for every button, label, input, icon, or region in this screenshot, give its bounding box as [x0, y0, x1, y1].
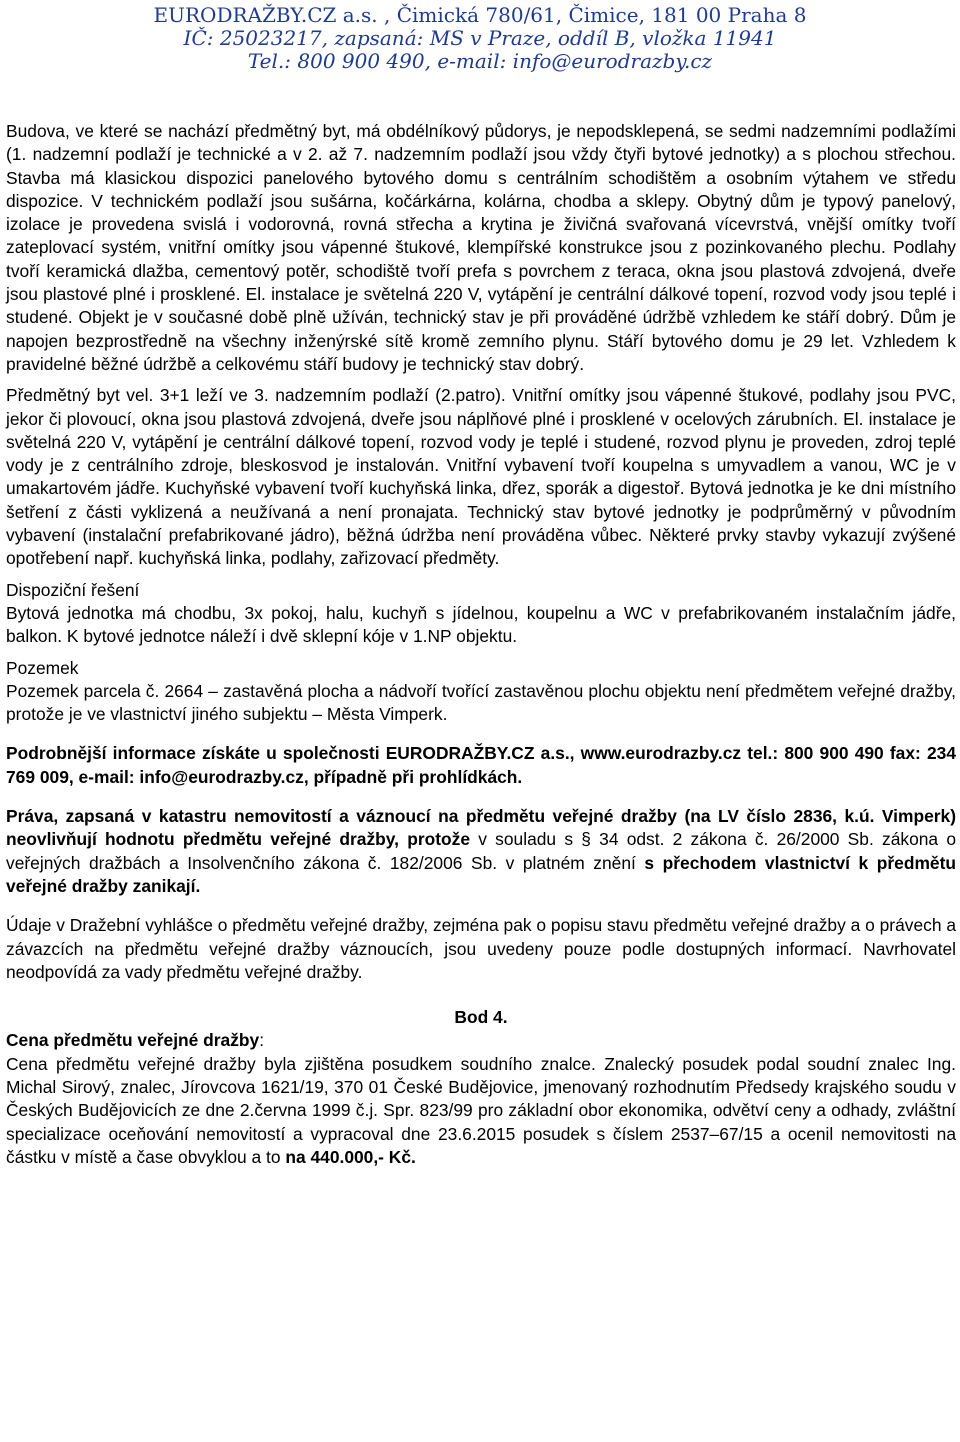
heading-pozemek: Pozemek — [6, 657, 79, 678]
heading-cena — [6, 1029, 956, 1052]
paragraph-building: Budova, ve které se nachází předmětný byt, má obdélníkový půdorys, je nepodsklepená, se sedmi nadzemními podlažími (1. nadzemní podlaží je technické a v 2. až 7. nadzemním podlaží jsou vždy čtyři bytové jednotky) a s plochou střechou. Stavba má klasickou dispozici panelového bytového domu s centrálním schodištěm a osobním výtahem ve středu dispozice. V technickém podlaží jsou sušárna, kočárkárna, kolárna, chodba a sklepy. Obytný dům je typový panelový, izolace je provedena svislá i vodorovná, rovná střecha a krytina je živičná svařovaná vícevrstvá, vnější omítky tvoří zateplovací systém, vnitřní omítky jsou vápenné štukové, klempířské konstrukce jsou z pozinkovaného plechu. Podlahy tvoří keramická dlažba, cementový potěr, schodiště tvoří prefa s povrchem z teraca, okna jsou plastová zdvojená, dveře jsou plastové plné i prosklené. El. instalace je světelná 220 V, vytápění je centrální dálkové topení, rozvod vody jsou teplé i studené. Objekt je v současné době plně užíván, technický stav je při prováděné údržbě vzhledem ke stáří dobrý. Dům je napojen bezprostředně na všechny inženýrské sítě kromě zemního plynu. Stáří bytového domu je 29 let. Vzhledem k pravidelné běžné údržbě a celkovému stáří budovy je technický stav dobrý. — [6, 121, 956, 374]
heading-dispozice: Dispoziční řešení — [6, 579, 140, 600]
heading-cena-text: Cena předmětu veřejné dražby — [6, 1030, 260, 1051]
paragraph-dispozice: Bytová jednotka má chodbu, 3x pokoj, halu, kuchyň s jídelnou, koupelnu a WC v prefabrikovaném instalačním jádře, balkon. K bytové jednotce náleží i dvě sklepní kóje v 1.NP objektu. — [6, 602, 956, 647]
paragraph-disclaimer: Údaje v Dražební vyhlášce o předmětu veřejné dražby, zejména pak o popisu stavu předmětu veřejné dražby a o právech a závazcích na předmětu veřejné dražby váznoucích, jsou uvedeny pouze podle dostupných informací. Navrhovatel neodpovídá za vady předmětu veřejné dražby. — [6, 915, 956, 982]
document-body — [6, 120, 956, 1169]
price-text: Cena předmětu veřejné dražby byla zjištěna posudkem soudního znalce. Znalecký posudek podal soudní znalec Ing. Michal Sirový, znalec, Jírovcova 1621/19, 370 01 České Budějovice, jmenovaný rozhodnutím Předsedy krajského soudu v Českých Budějovicích ze dne 2.června 1999 č.j. Spr. 823/99 pro základní obor ekonomika, odvětví ceny a odhady, zvláštní specializace oceňování nemovitostí a vypracoval dne 23.6.2015 posudek s číslem 2537–67/15 a ocenil nemovitosti na částku v místě a čase obvyklou a to — [6, 1053, 956, 1167]
heading-cena-colon: : — [259, 1030, 265, 1051]
rights-bold-ending: s přechodem vlastnictví k předmětu veřejné dražby zanikají. — [6, 852, 956, 896]
paragraph-price — [6, 1053, 956, 1169]
paragraph-pozemek: Pozemek parcela č. 2664 – zastavěná plocha a nádvoří tvořící zastavěnou plochu objektu není předmětem veřejné dražby, protože je ve vlastnictví jiného subjektu – Města Vimperk. — [6, 680, 956, 725]
letterhead-company: EURODRAŽBY.CZ a.s. , Čimická 780/61, Čimice, 181 00 Praha 8 — [153, 3, 807, 27]
letterhead-contact: Tel.: 800 900 490, e-mail: info@eurodrazby.cz — [247, 49, 713, 73]
paragraph-flat: Předmětný byt vel. 3+1 leží ve 3. nadzemním podlaží (2.patro). Vnitřní omítky jsou vápenné štukové, podlahy jsou PVC, jekor či plovoucí, okna jsou plastová zdvojená, dveře jsou náplňové plné i prosklené v ocelových zárubních. El. instalace je světelná 220 V, vytápění je centrální dálkové topení, rozvod vody je teplé i studené, rozvod plynu je proveden, zdroj teplé vody je z centrálního zdroje, bleskosvod je instalován. Vnitřní vybavení tvoří koupelna s umyvadlem a vanou, WC je v umakartovém jádře. Kuchyňské vybavení tvoří kuchyňská linka, dřez, sporák a digestoř. Bytová jednotka je ke dni místního šetření z části vyklizená a neužívaná a není pronajata. Technický stav bytové jednotky je podprůměrný v původním vybavení (instalační prefabrikované jádro), běžná údržba není prováděna vůbec. Některé prvky stavby vykazují zvýšené opotřebení např. kuchyňská linka, podlahy, zařizovací předměty. — [6, 385, 956, 569]
paragraph-rights — [6, 805, 956, 898]
paragraph-contact-info: Podrobnější informace získáte u společnosti EURODRAŽBY.CZ a.s., www.eurodrazby.cz tel.: 800 900 490 fax: 234 769 009, e-mail: info@eurodrazby.cz, případně při prohlídkách. — [6, 743, 956, 787]
rights-bold-text: Práva, zapsaná v katastru nemovitostí a váznoucí na předmětu veřejné dražby (na LV číslo 2836, k.ú. Vimperk) neovlivňují hodnotu předmětu veřejné dražby, protože — [6, 806, 956, 850]
price-amount: na 440.000,- Kč. — [285, 1146, 416, 1167]
section-number: Bod 4. — [454, 1007, 508, 1028]
rights-normal-text: v souladu s § 34 odst. 2 zákona č. 26/2000 Sb. zákona o veřejných dražbách a Insolvenčního zákona č. 182/2006 Sb. v platném znění — [6, 829, 956, 873]
letterhead-registration: IČ: 25023217, zapsaná: MS v Praze, oddíl B, vložka 11941 — [183, 26, 777, 50]
letterhead — [0, 4, 960, 73]
